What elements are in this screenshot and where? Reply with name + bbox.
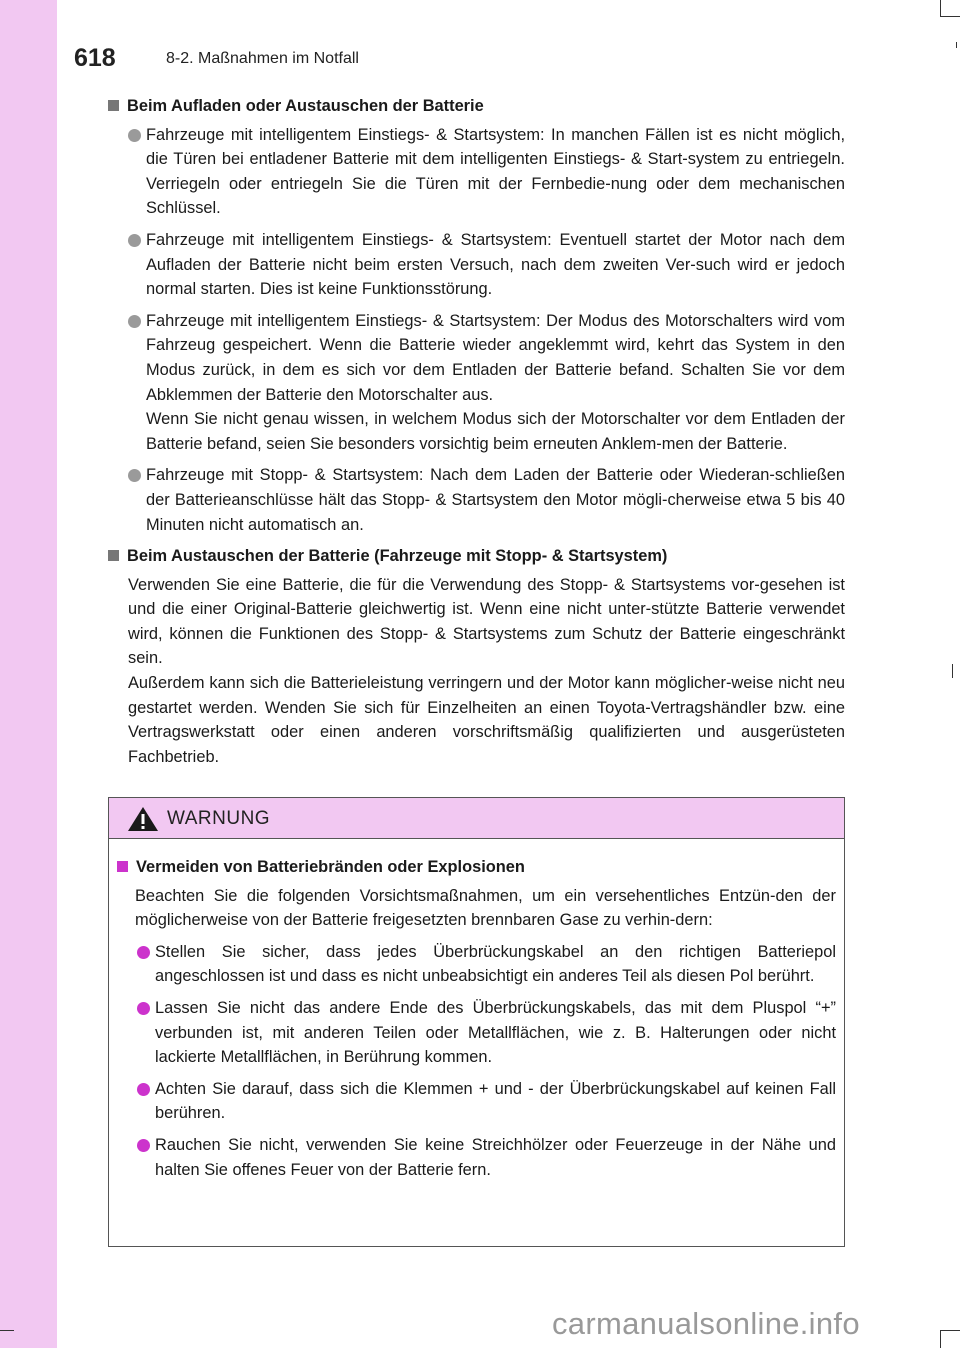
circle-bullet-icon [128,234,141,247]
bullet-text: Lassen Sie nicht das andere Ende des Überbrückungskabels, das mit dem Pluspol “+” verbunden ist, mit anderen Teilen oder Metallflächen, wie z. B. Halterungen oder nicht lackierte Metallflächen, in Berührung kommen. [155,998,836,1067]
list-item [117,1077,836,1126]
list-item [108,309,845,407]
list-item [108,228,845,302]
watermark: carmanualsonline.info [552,1306,860,1341]
bullet-text: Fahrzeuge mit intelligentem Einstiegs- & Startsystem: Der Modus des Motorschalters wird vom Fahrzeug gespeichert. Wenn die Batterie wieder angeklemmt wird, kehrt das System in den Modus zurück, in dem es sich vor dem Entladen der Batterie befand. Schalten Sie vor dem Abklemmen der Batterie den Motorschalter aus. [146,311,845,404]
bullet-text: Fahrzeuge mit Stopp- & Startsystem: Nach dem Laden der Batterie oder Wiederan-schließen der Batterieanschlüsse hält das Stopp- & Startsystem den Motor mögli-cherweise etwa 5 bis 40 Minuten nicht automatisch an. [146,466,845,534]
circle-bullet-icon [137,1139,150,1152]
warning-box [108,797,845,1247]
circle-bullet-icon [137,1083,150,1096]
main-content [108,94,845,769]
circle-bullet-icon [128,129,141,142]
section-heading [108,94,845,119]
warning-header [109,798,844,839]
paragraph: Verwenden Sie eine Batterie, die für die Verwendung des Stopp- & Startsystems vor-gesehen ist und die einer Original-Batterie gleichwertig ist. Wenn eine nicht unter-stützte Batterie verwendet wird, können die Funktionen des Stopp- & Startsystems zum Schutz der Batterie eingeschränkt sein. [128,575,845,668]
paragraph: Außerdem kann sich die Batterieleistung verringern und der Motor kann möglicher-weise nicht neu gestartet werden. Wenden Sie sich für Einzelheiten an einen Toyota-Vertragshändler bzw. eine Vertragswerkstatt oder einen anderen vorschriftsmäßig qualifizierten und ausgerüsteten Fachbetrieb. [128,674,845,766]
crop-mark [940,1330,941,1348]
crop-mark [940,1330,960,1331]
crop-mark [940,0,941,16]
crop-mark [956,42,957,48]
crop-mark [952,664,953,678]
list-item [117,996,836,1070]
list-item [117,940,836,989]
warning-label: WARNUNG [167,808,271,829]
bullet-text: Stellen Sie sicher, dass jedes Überbrückungskabel an den richtigen Batteriepol angeschlossen ist und dass es nicht unbeabsichtigt ein anderes Teil als diesen Pol berührt. [155,942,836,986]
square-icon [108,100,119,111]
heading-text: Beim Aufladen oder Austauschen der Batterie [127,97,484,115]
circle-bullet-icon [128,469,141,482]
heading-text: Vermeiden von Batteriebränden oder Explosionen [136,858,525,876]
circle-bullet-icon [137,946,150,959]
circle-bullet-icon [128,315,141,328]
page-number: 618 [74,44,116,72]
bullet-text: Rauchen Sie nicht, verwenden Sie keine Streichhölzer oder Feuerzeuge in der Nähe und halten Sie offenes Feuer von der Batterie fern. [155,1135,836,1179]
crop-mark [0,1330,14,1331]
bullet-continuation: Wenn Sie nicht genau wissen, in welchem Modus sich der Motorschalter vor dem Entladen der Batterie befand, seien Sie besonders vorsichtig beim erneuten Anklem-men der Batterie. [146,410,845,453]
bullet-text: Fahrzeuge mit intelligentem Einstiegs- & Startsystem: In manchen Fällen ist es nicht möglich, die Türen bei entladener Batterie mit dem intelligenten Einstiegs- & Start-system zu entriegeln. Verriegeln oder entriegeln Sie die Türen mit der Fernbedie-nung oder dem mechanischen Schlüssel. [146,125,845,218]
circle-bullet-icon [137,1002,150,1015]
warning-triangle-icon [127,806,159,832]
crop-mark [940,16,960,17]
square-icon [108,550,119,561]
warning-intro: Beachten Sie die folgenden Vorsichtsmaßnahmen, um ein versehentliches Entzün-den der möglicherweise von der Batterie freigesetzten brennbaren Gase zu verhin-dern: [135,886,836,930]
section-heading [108,544,845,569]
warning-heading [117,855,836,880]
page-sidebar [0,0,57,1348]
list-item [108,123,845,221]
warning-body [109,839,844,1182]
bullet-text: Fahrzeuge mit intelligentem Einstiegs- & Startsystem: Eventuell startet der Motor nach dem Aufladen der Batterie nicht beim ersten Versuch, nach dem zweiten Ver-such wird er jedoch normal starten. Dies ist keine Funktionsstörung. [146,230,845,299]
list-item [108,463,845,537]
list-item [117,1133,836,1182]
square-icon [117,861,128,872]
heading-text: Beim Austauschen der Batterie (Fahrzeuge mit Stopp- & Startsystem) [127,547,668,566]
bullet-text: Achten Sie darauf, dass sich die Klemmen + und - der Überbrückungskabel auf keinen Fall berühren. [155,1079,836,1123]
section-title: 8-2. Maßnahmen im Notfall [166,50,359,67]
